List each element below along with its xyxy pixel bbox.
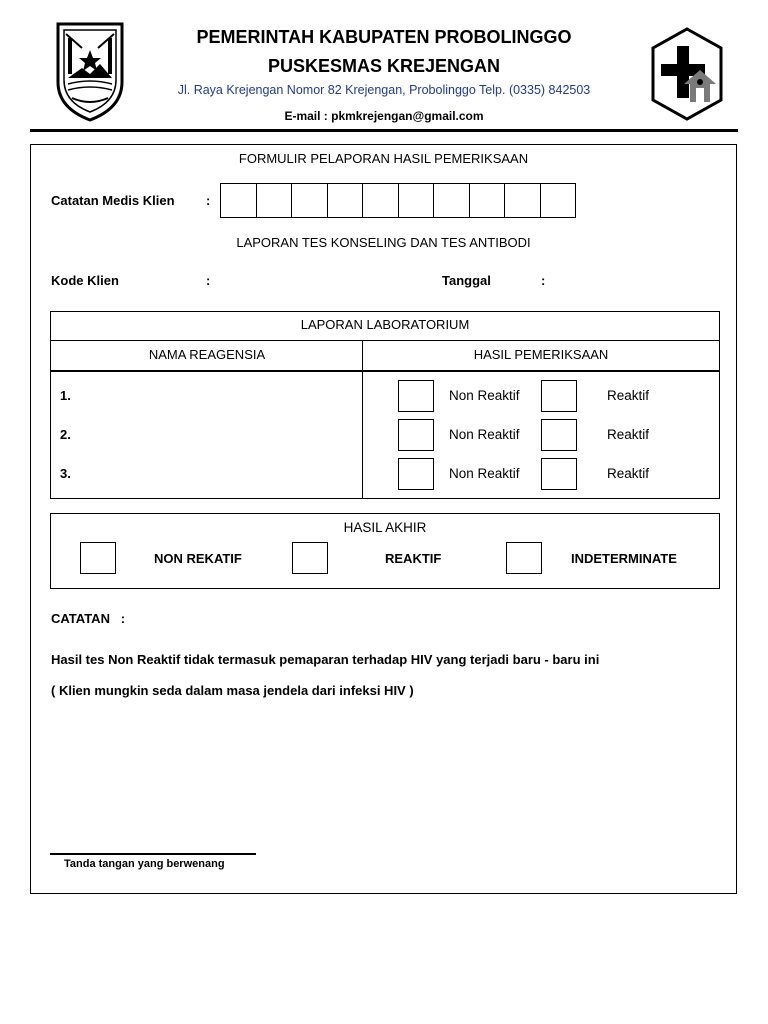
digit-box[interactable] [398,184,434,218]
reactive-checkbox[interactable] [541,458,577,490]
reactive-label: Reaktif [607,427,650,442]
final-result-title: HASIL AKHIR [343,520,427,535]
digit-box[interactable] [505,184,541,218]
digit-box[interactable] [256,184,292,218]
non-reactive-label: Non Reaktif [449,427,520,442]
notes-line-2: ( Klien mungkin seda dalam masa jendela dari infeksi HIV ) [51,683,414,698]
puskesmas-logo [650,26,724,122]
digit-box[interactable] [292,184,328,218]
header-clinic-title: PUSKESMAS KREJENGAN [267,56,501,76]
final-reactive-checkbox[interactable] [292,542,328,574]
signature-line [50,853,256,855]
non-reactive-checkbox[interactable] [398,458,434,490]
final-non-reactive-label: NON REKATIF [154,551,242,566]
row-number: 1. [60,388,71,403]
reactive-label: Reaktif [607,466,650,481]
lab-column-divider [362,340,363,498]
digit-box[interactable] [363,184,399,218]
date-colon: : [541,273,546,288]
medical-record-label: Catatan Medis Klien [51,193,175,208]
digit-box[interactable] [434,184,470,218]
non-reactive-checkbox[interactable] [398,419,434,451]
lab-divider [51,340,719,341]
notes-line-1: Hasil tes Non Reaktif tidak termasuk pemaparan terhadap HIV yang terjadi baru - baru ini [51,652,600,667]
reactive-label: Reaktif [607,388,650,403]
lab-report-title: LAPORAN LABORATORIUM [300,317,470,332]
digit-box[interactable] [540,184,576,218]
reactive-checkbox[interactable] [541,419,577,451]
digit-box[interactable] [469,184,505,218]
final-non-reactive-checkbox[interactable] [80,542,116,574]
lab-header-divider [51,370,719,372]
lab-report-table [50,311,720,499]
header-email: E-mail : pkmkrejengan@gmail.com [284,109,484,123]
final-result-box [50,513,720,589]
reactive-checkbox[interactable] [541,380,577,412]
final-indeterminate-checkbox[interactable] [506,542,542,574]
header-government-title: PEMERINTAH KABUPATEN PROBOLINGGO [196,27,572,47]
non-reactive-label: Non Reaktif [449,466,520,481]
digit-box[interactable] [327,184,363,218]
non-reactive-checkbox[interactable] [398,380,434,412]
notes-label: CATATAN : [51,611,126,626]
client-code-label: Kode Klien [51,273,119,288]
form-subtitle: LAPORAN TES KONSELING DAN TES ANTIBODI [236,235,531,250]
medical-record-colon: : [206,193,211,208]
col-result-header: HASIL PEMERIKSAAN [473,347,609,362]
non-reactive-label: Non Reaktif [449,388,520,403]
final-reactive-label: REAKTIF [385,551,442,566]
date-label: Tanggal [442,273,491,288]
col-reagent-header: NAMA REAGENSIA [148,347,266,362]
signature-label: Tanda tangan yang berwenang [64,858,225,870]
header-divider [30,129,738,132]
header-address: Jl. Raya Krejengan Nomor 82 Krejengan, Probolinggo Telp. (0335) 842503 [177,83,591,97]
row-number: 3. [60,466,71,481]
client-code-colon: : [206,273,211,288]
medical-record-number-boxes[interactable] [220,183,576,218]
row-number: 2. [60,427,71,442]
form-title: FORMULIR PELAPORAN HASIL PEMERIKSAAN [238,151,529,166]
final-indeterminate-label: INDETERMINATE [571,551,677,566]
digit-box[interactable] [221,184,257,218]
